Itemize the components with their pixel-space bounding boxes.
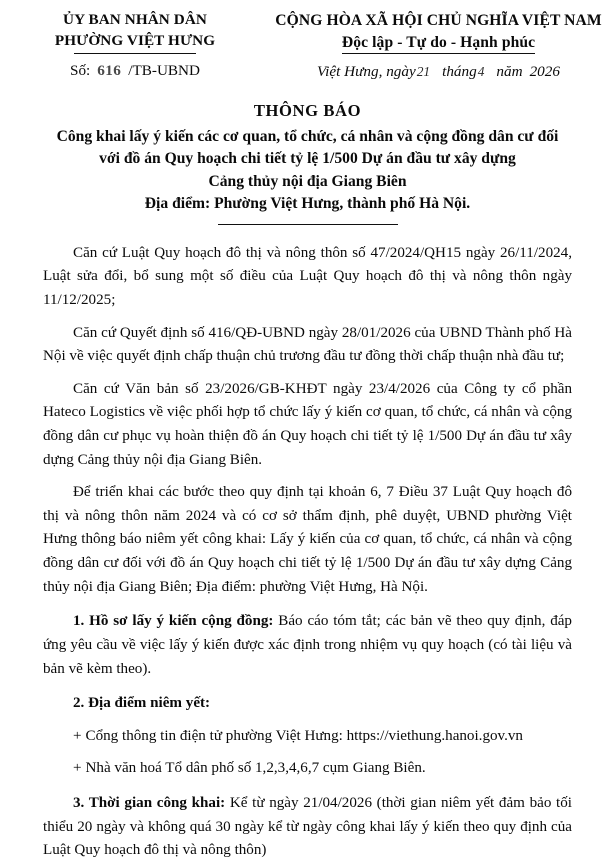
paragraph-legal-basis-2: Căn cứ Quyết định số 416/QĐ-UBND ngày 28/01/2026 của UBND Thành phố Hà Nội về việc quyết định chấp thuận chủ trương đầu tư đồng thời chấp thuận nhà đầu tư; bbox=[43, 324, 572, 365]
posting-location-item bbox=[43, 757, 572, 781]
section-3 bbox=[43, 792, 572, 863]
title-line: Cảng thủy nội địa Giang Biên bbox=[208, 172, 407, 190]
bullet-marker: + bbox=[73, 760, 82, 777]
place-and-date-line bbox=[262, 61, 615, 84]
paragraph-legal-basis-3: Căn cứ Văn bản số 23/2026/GB-KHĐT ngày 23/4/2026 của Công ty cổ phần Hateco Logistics về việc phối hợp tổ chức lấy ý kiến cơ quan, tổ chức, cá nhân và cộng đồng dân cư phục vụ hoàn thiện đồ án Quy hoạch chi tiết tỷ lệ 1/500 Dự án đầu tư xây dựng Cảng thủy nội địa Giang Biên. bbox=[43, 380, 572, 468]
title-line: Địa điểm: Phường Việt Hưng, thành phố Hà Nội. bbox=[144, 194, 471, 212]
document-number-suffix: /TB-UBND bbox=[128, 61, 200, 79]
issue-day: 21 bbox=[416, 64, 431, 80]
posting-location-item bbox=[43, 725, 572, 749]
title-block bbox=[0, 100, 615, 225]
document-number-value: 616 bbox=[97, 61, 122, 79]
header-issuing-authority bbox=[0, 10, 262, 84]
issue-year: 2026 bbox=[529, 63, 560, 81]
section-2 bbox=[43, 692, 572, 716]
issue-month: 4 bbox=[477, 64, 485, 80]
national-motto: Độc lập - Tự do - Hạnh phúc bbox=[342, 32, 535, 54]
header-national-block bbox=[262, 10, 615, 84]
section-1-heading: 1. Hồ sơ lấy ý kiến cộng đồng: bbox=[73, 613, 274, 630]
paragraph-legal-basis-1: Căn cứ Luật Quy hoạch đô thị và nông thôn số 47/2024/QH15 ngày 26/11/2024, Luật sửa đổi, bổ sung một số điều của Luật Quy hoạch đô thị và nông thôn ngày 11/12/2025; bbox=[43, 244, 572, 308]
document-header bbox=[0, 0, 615, 84]
section-2-heading: 2. Địa điểm niêm yết: bbox=[73, 695, 211, 712]
national-motto-wrap bbox=[262, 32, 615, 54]
national-title: CỘNG HÒA XÃ HỘI CHỦ NGHĨA VIỆT NAM bbox=[275, 12, 602, 29]
authority-line-2: PHƯỜNG VIỆT HƯNG bbox=[55, 31, 215, 52]
bullet-marker: + bbox=[73, 727, 82, 744]
document-type-heading: THÔNG BÁO bbox=[253, 100, 362, 120]
posting-location-text: Nhà văn hoá Tổ dân phố số 1,2,3,4,6,7 cụm Giang Biên. bbox=[85, 760, 426, 777]
authority-line-1: ỦY BAN NHÂN DÂN bbox=[63, 11, 207, 28]
document-number-label: Số: bbox=[70, 61, 91, 79]
authority-line-2-wrap bbox=[8, 31, 262, 52]
paragraph-purpose: Để triển khai các bước theo quy định tại khoản 6, 7 Điều 37 Luật Quy hoạch đô thị và nông thôn năm 2024 và có cơ sở thẩm định, phê duyệt, UBND phường Việt Hưng thông báo niêm yết công khai: Lấy ý kiến của cơ quan, tổ chức, cá nhân và cộng đồng dân cư đối với đồ án Quy hoạch chi tiết tỷ lệ 1/500 Dự án đầu tư xây dựng Cảng thủy nội địa Giang Biên; Địa điểm: phường Việt Hưng, Hà Nội. bbox=[43, 484, 572, 595]
section-3-text: Kể từ ngày 21/04/2026 (thời gian niêm yết đảm bảo tối thiểu 20 ngày và không quá 30 ngày kể từ ngày công khai lấy ý kiến theo quy định của Luật Quy hoạch đô thị và nông thôn) bbox=[43, 794, 572, 859]
section-1-text: Báo cáo tóm tắt; các bản vẽ theo quy định, đáp ứng yêu cầu về việc lấy ý kiến được xác định trong nhiệm vụ quy hoạch (có tài liệu và bản vẽ kèm theo). bbox=[43, 613, 572, 677]
section-1 bbox=[43, 610, 572, 681]
document-subject bbox=[0, 126, 615, 215]
issue-place: Việt Hưng, ngày bbox=[317, 63, 416, 81]
year-label: năm bbox=[496, 63, 523, 81]
title-divider bbox=[218, 224, 398, 225]
title-line: Công khai lấy ý kiến các cơ quan, tổ chức, cá nhân và cộng đồng dân cư đối bbox=[56, 128, 559, 146]
document-body bbox=[0, 242, 615, 863]
section-3-heading: 3. Thời gian công khai: bbox=[73, 794, 226, 811]
month-label: tháng bbox=[442, 63, 477, 81]
title-line: với đồ án Quy hoạch chi tiết tỷ lệ 1/500 Dự án đầu tư xây dựng bbox=[99, 150, 516, 168]
posting-location-text: Cổng thông tin điện tử phường Việt Hưng: https://viethung.hanoi.gov.vn bbox=[85, 727, 523, 744]
document-number-line bbox=[8, 60, 262, 83]
